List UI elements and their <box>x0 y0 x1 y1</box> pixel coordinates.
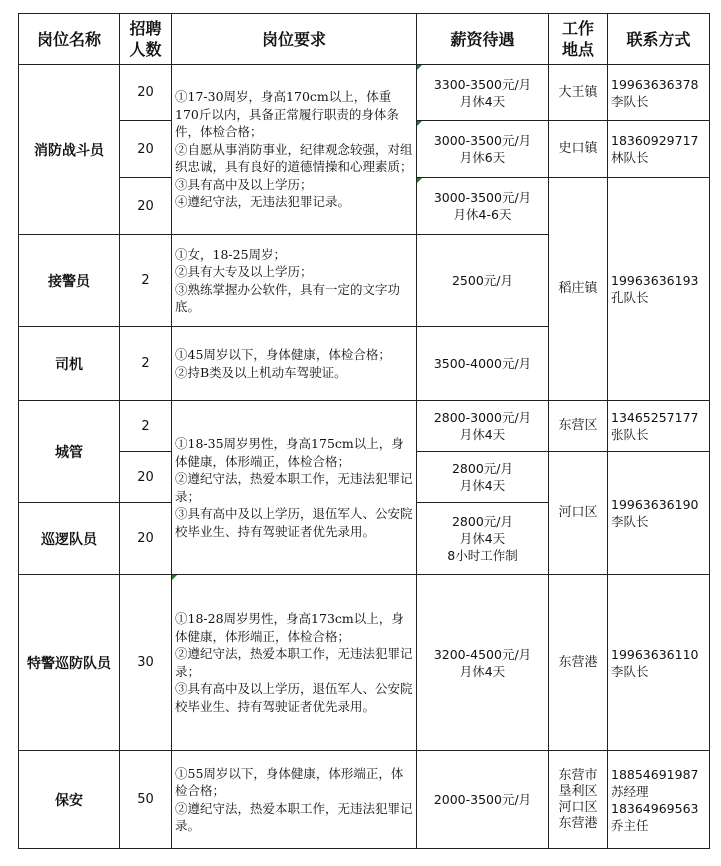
recruitment-table <box>18 13 710 849</box>
header-salary: 薪资待遇 <box>417 14 549 65</box>
header-count: 招聘 人数 <box>120 14 172 65</box>
salary-cell: 3000-3500元/月 月休6天 <box>417 121 549 178</box>
salary-cell: 2800元/月 月休4天 <box>417 452 549 503</box>
cell-marker-icon <box>417 121 422 126</box>
cell-marker-icon <box>417 178 422 183</box>
post-patrol: 巡逻队员 <box>19 503 120 575</box>
salary-cell: 2800-3000元/月 月休4天 <box>417 401 549 452</box>
cell-marker-icon <box>172 575 177 580</box>
table-row <box>19 751 710 849</box>
post-special-patrol: 特警巡防队员 <box>19 575 120 751</box>
contact-cell: 19963636378 李队长 <box>608 65 710 121</box>
table-row <box>19 401 710 452</box>
requirements-special-patrol: ①18-28周岁男性，身高173cm以上，身体健康，体形端正，体检合格； ②遵纪守法，热爱本职工作，无违法犯罪记录； ③具有高中及以上学历，退伍军人、公安院校毕业生、持有驾驶证者优先录用。 <box>172 575 417 751</box>
location-cell: 河口区 <box>549 452 608 575</box>
table-row <box>19 575 710 751</box>
count-cell: 2 <box>120 235 172 327</box>
location-cell: 史口镇 <box>549 121 608 178</box>
count-cell: 20 <box>120 452 172 503</box>
location-cell: 东营区 <box>549 401 608 452</box>
header-requirements: 岗位要求 <box>172 14 417 65</box>
count-cell: 20 <box>120 121 172 178</box>
contact-cell: 19963636193 孔队长 <box>608 178 710 401</box>
count-cell: 2 <box>120 401 172 452</box>
location-cell: 大王镇 <box>549 65 608 121</box>
location-cell: 稻庄镇 <box>549 178 608 401</box>
count-cell: 2 <box>120 327 172 401</box>
count-cell: 20 <box>120 178 172 235</box>
contact-cell: 13465257177 张队长 <box>608 401 710 452</box>
requirements-urban-patrol: ①18-35周岁男性，身高175cm以上，身体健康，体形端正，体检合格； ②遵纪守法，热爱本职工作，无违法犯罪记录； ③具有高中及以上学历，退伍军人、公安院校毕业生、持有驾驶证者优先录用。 <box>172 401 417 575</box>
header-location: 工作 地点 <box>549 14 608 65</box>
requirements-security: ①55周岁以下，身体健康，体形端正，体检合格； ②遵纪守法，热爱本职工作，无违法犯罪记录。 <box>172 751 417 849</box>
salary-cell: 2800元/月 月休4天 8小时工作制 <box>417 503 549 575</box>
post-dispatcher: 接警员 <box>19 235 120 327</box>
location-cell: 东营市 垦利区 河口区 东营港 <box>549 751 608 849</box>
requirements-driver: ①45周岁以下，身体健康，体检合格； ②持B类及以上机动车驾驶证。 <box>172 327 417 401</box>
count-cell: 30 <box>120 575 172 751</box>
post-driver: 司机 <box>19 327 120 401</box>
contact-cell: 18360929717 林队长 <box>608 121 710 178</box>
contact-cell: 18854691987 苏经理 18364969563 乔主任 <box>608 751 710 849</box>
recruitment-table-wrapper <box>18 13 710 849</box>
contact-cell: 19963636190 李队长 <box>608 452 710 575</box>
count-cell: 50 <box>120 751 172 849</box>
salary-cell: 2500元/月 <box>417 235 549 327</box>
requirements-dispatcher: ①女，18-25周岁； ②具有大专及以上学历； ③熟练掌握办公软件，具有一定的文字功底。 <box>172 235 417 327</box>
header-contact: 联系方式 <box>608 14 710 65</box>
contact-cell: 19963636110 李队长 <box>608 575 710 751</box>
location-cell: 东营港 <box>549 575 608 751</box>
post-security: 保安 <box>19 751 120 849</box>
salary-cell: 2000-3500元/月 <box>417 751 549 849</box>
salary-cell: 3000-3500元/月 月休4-6天 <box>417 178 549 235</box>
post-firefighter: 消防战斗员 <box>19 65 120 235</box>
cell-marker-icon <box>417 65 422 70</box>
requirements-firefighter: ①17-30周岁，身高170cm以上，体重170斤以内，具备正常履行职责的身体条件，体检合格； ②自愿从事消防事业，纪律观念较强，对组织忠诚，具有良好的道德情操和心理素质； ③具有高中及以上学历； ④遵纪守法，无违法犯罪记录。 <box>172 65 417 235</box>
salary-cell: 3200-4500元/月 月休4天 <box>417 575 549 751</box>
salary-cell: 3300-3500元/月 月休4天 <box>417 65 549 121</box>
table-row <box>19 65 710 121</box>
count-cell: 20 <box>120 503 172 575</box>
salary-cell: 3500-4000元/月 <box>417 327 549 401</box>
header-post: 岗位名称 <box>19 14 120 65</box>
count-cell: 20 <box>120 65 172 121</box>
header-row <box>19 14 710 65</box>
post-urban-management: 城管 <box>19 401 120 503</box>
